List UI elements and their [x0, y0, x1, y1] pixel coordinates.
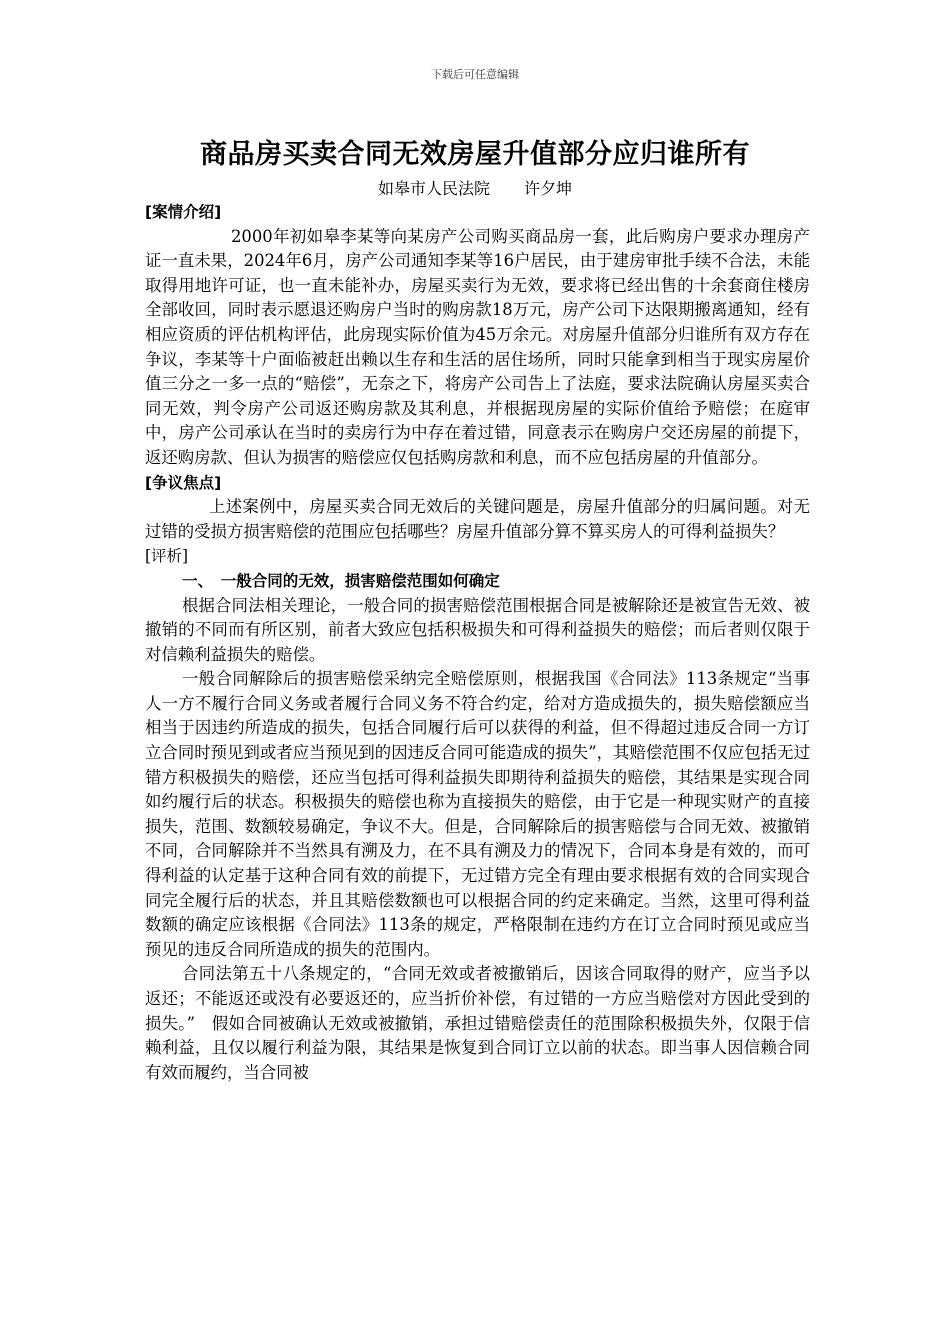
section-heading-dispute: [争议焦点]	[145, 473, 222, 492]
byline	[0, 176, 950, 199]
analysis-subheading: 一、 一般合同的无效，损害赔偿范围如何确定	[182, 571, 500, 590]
document-title: 商品房买卖合同无效房屋升值部分应归谁所有	[200, 139, 750, 170]
document-body	[145, 200, 810, 1085]
dispute-paragraph: 上述案例中，房屋买卖合同无效后的关键问题是，房屋升值部分的归属问题。对无过错的受损方损害赔偿的范围应包括哪些？房屋升值部分算不算买房人的可得利益损失？	[145, 497, 810, 541]
section-heading-analysis: [评析]	[145, 547, 189, 566]
analysis-paragraph-3: 合同法第五十八条规定的，“合同无效或者被撤销后，因该合同取得的财产，应当予以返还；不能返还或没有必要返还的，应当折价补偿，有过错的一方应当赔偿对方因此受到的损失。” 假如合同被确认无效或被撤销，承担过错赔偿责任的范围除积极损失外，仅限于信赖利益，且仅以履行利益为限，其结果是恢复到合同订立以前的状态。即当事人因信赖合同有效而履约，当合同被	[145, 964, 810, 1082]
analysis-paragraph-1: 根据合同法相关理论，一般合同的损害赔偿范围根据合同是被解除还是被宣告无效、被撤销的不同而有所区别，前者大致应包括积极损失和可得利益损失的赔偿；而后者则仅限于对信赖利益损失的赔偿。	[145, 595, 810, 664]
section-heading-case-intro: [案情介绍]	[145, 203, 222, 221]
case-intro-paragraph: 2000年初如皋李某等向某房产公司购买商品房一套，此后购房户要求办理房产证一直未果，2024年6月，房产公司通知李某等16户居民，由于建房审批手续不合法，未能取得用地许可证，也一直未能补办，房屋买卖行为无效，要求将已经出售的十余套商住楼房全部收回，同时表示愿退还购房户当时的购房款18万元，房产公司下达限期搬离通知，经有相应资质的评估机构评估，此房现实际价值为45万余元。对房屋升值部分归谁所有双方存在争议，李某等十户面临被赶出赖以生存和生活的居住场所，同时只能拿到相当于现实房屋价值三分之一多一点的“赔偿”，无奈之下，将房产公司告上了法庭，要求法院确认房屋买卖合同无效，判令房产公司返还购房款及其利息，并根据现房屋的实际价值给予赔偿；在庭审中，房产公司承认在当时的卖房行为中存在着过错，同意表示在购房户交还房屋的前提下，返还购房款、但认为损害的赔偿应仅包括购房款和利息，而不应包括房屋的升值部分。	[145, 226, 810, 467]
header-note: 下载后可任意编辑	[431, 68, 519, 81]
byline-author: 许夕坤	[524, 179, 573, 198]
byline-court: 如皋市人民法院	[377, 179, 490, 198]
analysis-paragraph-2: 一般合同解除后的损害赔偿采纳完全赔偿原则，根据我国《合同法》113条规定“当事人一方不履行合同义务或者履行合同义务不符合约定，给对方造成损失的，损失赔偿额应当相当于因违约所造成的损失，包括合同履行后可以获得的利益，但不得超过违反合同一方订立合同时预见到或者应当预见到的因违反合同可能造成的损失”，其赔偿范围不仅应包括无过错方积极损失的赔偿，还应当包括可得利益损失即期待利益损失的赔偿，其结果是实现合同如约履行后的状态。积极损失的赔偿也称为直接损失的赔偿，由于它是一种现实财产的直接损失，范围、数额较易确定，争议不大。但是，合同解除后的损害赔偿与合同无效、被撤销不同，合同解除并不当然具有溯及力，在不具有溯及力的情况下，合同本身是有效的，而可得利益的认定基于这种合同有效的前提下，无过错方完全有理由要求根据有效的合同实现合同完全履行后的状态，并且其赔偿数额也可以根据合同的约定来确定。当然，这里可得利益数额的确定应该根据《合同法》113条的规定，严格限制在违约方在订立合同时预见或应当预见的违反合同所造成的损失的范围内。	[145, 669, 810, 959]
